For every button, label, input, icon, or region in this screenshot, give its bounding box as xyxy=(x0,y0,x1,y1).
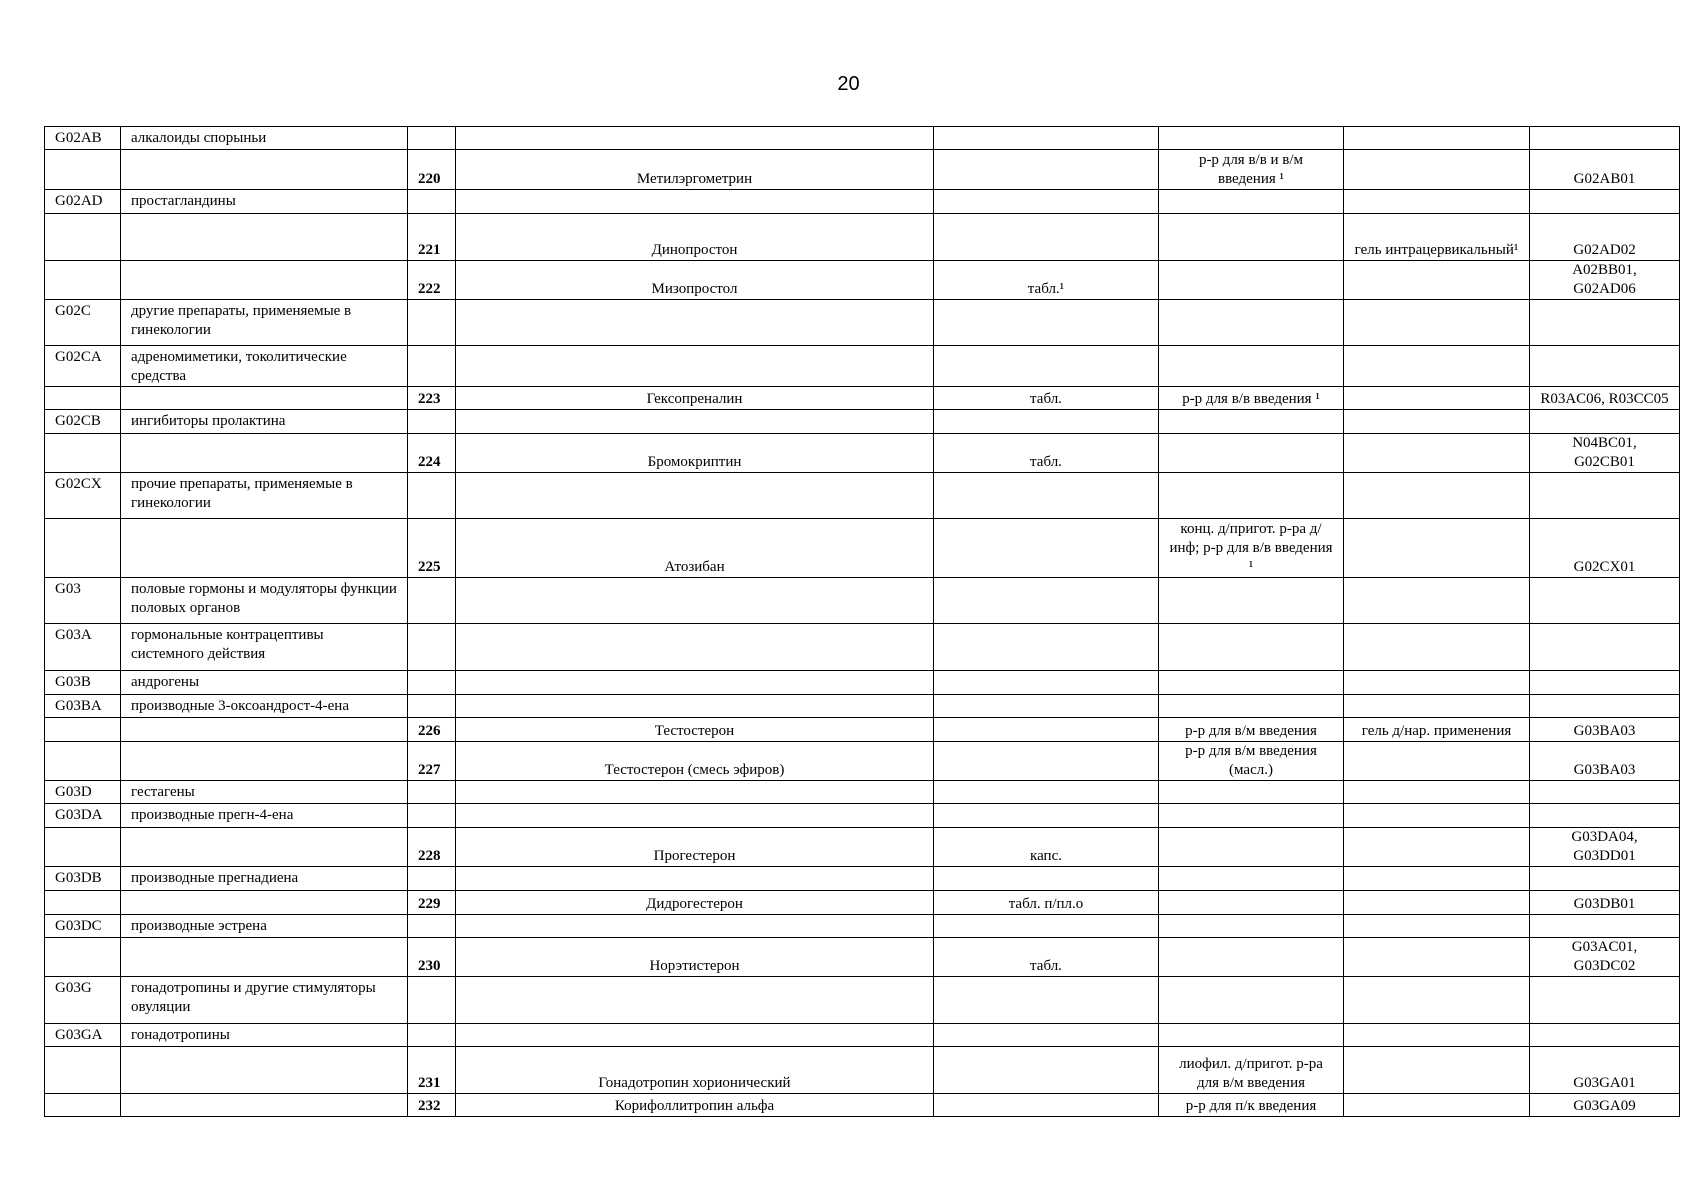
atc-code-cell xyxy=(1530,127,1680,150)
group-name-cell xyxy=(121,150,408,190)
other-form-cell xyxy=(1344,434,1530,473)
drug-name-cell: Норэтистерон xyxy=(456,938,934,977)
other-form-cell xyxy=(1344,938,1530,977)
oral-form-cell xyxy=(934,127,1159,150)
table-row xyxy=(45,915,1680,938)
drug-name-cell: Тестостерон xyxy=(456,718,934,742)
table-row xyxy=(45,519,1680,578)
table-row xyxy=(45,938,1680,977)
atc-group-code-cell: G02C xyxy=(45,300,121,346)
injection-form-cell: конц. д/пригот. р-ра д/инф; р-р для в/в введения ¹ xyxy=(1159,519,1344,578)
table-row xyxy=(45,150,1680,190)
oral-form-cell xyxy=(934,519,1159,578)
atc-code-cell xyxy=(1530,578,1680,624)
oral-form-cell xyxy=(934,1094,1159,1117)
group-name-cell xyxy=(121,938,408,977)
table-row xyxy=(45,624,1680,671)
oral-form-cell: табл. xyxy=(934,938,1159,977)
table-row xyxy=(45,434,1680,473)
drug-name-cell xyxy=(456,473,934,519)
oral-form-cell xyxy=(934,1024,1159,1047)
atc-code-cell xyxy=(1530,410,1680,434)
injection-form-cell xyxy=(1159,300,1344,346)
oral-form-cell xyxy=(934,410,1159,434)
other-form-cell xyxy=(1344,300,1530,346)
atc-group-code-cell: G03DB xyxy=(45,867,121,891)
injection-form-cell: р-р для в/м введения (масл.) xyxy=(1159,742,1344,781)
drug-name-cell: Динопростон xyxy=(456,214,934,261)
other-form-cell xyxy=(1344,671,1530,695)
atc-group-code-cell: G03GA xyxy=(45,1024,121,1047)
item-number-cell xyxy=(408,473,456,519)
injection-form-cell xyxy=(1159,781,1344,804)
drug-name-cell: Корифоллитропин альфа xyxy=(456,1094,934,1117)
atc-group-code-cell xyxy=(45,387,121,410)
other-form-cell: гель интрацервикальный¹ xyxy=(1344,214,1530,261)
item-number-cell: 225 xyxy=(408,519,456,578)
oral-form-cell xyxy=(934,718,1159,742)
drug-name-cell: Гонадотропин хорионический xyxy=(456,1047,934,1094)
drug-name-cell xyxy=(456,190,934,214)
drug-name-cell xyxy=(456,1024,934,1047)
atc-code-cell xyxy=(1530,624,1680,671)
item-number-cell: 229 xyxy=(408,891,456,915)
oral-form-cell xyxy=(934,473,1159,519)
injection-form-cell: р-р для в/в введения ¹ xyxy=(1159,387,1344,410)
table-row xyxy=(45,190,1680,214)
atc-group-code-cell xyxy=(45,938,121,977)
atc-group-code-cell xyxy=(45,718,121,742)
injection-form-cell xyxy=(1159,867,1344,891)
injection-form-cell xyxy=(1159,434,1344,473)
item-number-cell xyxy=(408,867,456,891)
injection-form-cell: р-р для п/к введения xyxy=(1159,1094,1344,1117)
atc-group-code-cell: G03G xyxy=(45,977,121,1024)
atc-code-cell: G02AD02 xyxy=(1530,214,1680,261)
other-form-cell xyxy=(1344,624,1530,671)
injection-form-cell xyxy=(1159,261,1344,300)
atc-code-cell: G02CX01 xyxy=(1530,519,1680,578)
item-number-cell xyxy=(408,190,456,214)
item-number-cell: 226 xyxy=(408,718,456,742)
other-form-cell xyxy=(1344,190,1530,214)
oral-form-cell xyxy=(934,695,1159,718)
atc-group-code-cell xyxy=(45,742,121,781)
atc-code-cell xyxy=(1530,781,1680,804)
oral-form-cell xyxy=(934,190,1159,214)
other-form-cell xyxy=(1344,387,1530,410)
atc-group-code-cell: G03 xyxy=(45,578,121,624)
other-form-cell xyxy=(1344,828,1530,867)
other-form-cell xyxy=(1344,891,1530,915)
injection-form-cell xyxy=(1159,127,1344,150)
item-number-cell xyxy=(408,578,456,624)
atc-group-code-cell xyxy=(45,1047,121,1094)
item-number-cell xyxy=(408,695,456,718)
table-row xyxy=(45,781,1680,804)
table-row xyxy=(45,671,1680,695)
oral-form-cell xyxy=(934,346,1159,387)
item-number-cell: 228 xyxy=(408,828,456,867)
drug-name-cell: Дидрогестерон xyxy=(456,891,934,915)
oral-form-cell: табл.¹ xyxy=(934,261,1159,300)
drug-name-cell: Метилэргометрин xyxy=(456,150,934,190)
group-name-cell: производные 3-оксоандрост-4-ена xyxy=(121,695,408,718)
group-name-cell: производные эстрена xyxy=(121,915,408,938)
table-row xyxy=(45,1047,1680,1094)
item-number-cell: 231 xyxy=(408,1047,456,1094)
atc-code-cell xyxy=(1530,1024,1680,1047)
drug-name-cell: Прогестерон xyxy=(456,828,934,867)
drug-name-cell xyxy=(456,671,934,695)
group-name-cell: половые гормоны и модуляторы функции половых органов xyxy=(121,578,408,624)
oral-form-cell xyxy=(934,214,1159,261)
injection-form-cell xyxy=(1159,214,1344,261)
atc-code-cell xyxy=(1530,804,1680,828)
table-row xyxy=(45,804,1680,828)
drug-name-cell xyxy=(456,695,934,718)
atc-code-cell: N04BC01, G02CB01 xyxy=(1530,434,1680,473)
drug-name-cell xyxy=(456,624,934,671)
drug-name-cell xyxy=(456,127,934,150)
injection-form-cell xyxy=(1159,671,1344,695)
item-number-cell xyxy=(408,915,456,938)
atc-group-code-cell: G02CX xyxy=(45,473,121,519)
atc-code-cell xyxy=(1530,190,1680,214)
drug-name-cell: Гексопреналин xyxy=(456,387,934,410)
injection-form-cell xyxy=(1159,624,1344,671)
group-name-cell: производные прегн-4-ена xyxy=(121,804,408,828)
group-name-cell: производные прегнадиена xyxy=(121,867,408,891)
drug-table xyxy=(44,126,1680,1117)
item-number-cell: 232 xyxy=(408,1094,456,1117)
item-number-cell xyxy=(408,1024,456,1047)
other-form-cell xyxy=(1344,915,1530,938)
item-number-cell: 220 xyxy=(408,150,456,190)
oral-form-cell xyxy=(934,578,1159,624)
atc-group-code-cell: G03BA xyxy=(45,695,121,718)
group-name-cell: прочие препараты, применяемые в гинекологии xyxy=(121,473,408,519)
atc-code-cell: G03GA09 xyxy=(1530,1094,1680,1117)
table-row xyxy=(45,695,1680,718)
atc-code-cell xyxy=(1530,867,1680,891)
other-form-cell xyxy=(1344,695,1530,718)
table-row xyxy=(45,867,1680,891)
other-form-cell: гель д/нар. применения xyxy=(1344,718,1530,742)
table-row xyxy=(45,718,1680,742)
group-name-cell: гонадотропины xyxy=(121,1024,408,1047)
atc-code-cell xyxy=(1530,977,1680,1024)
table-row xyxy=(45,410,1680,434)
table-row xyxy=(45,977,1680,1024)
injection-form-cell xyxy=(1159,915,1344,938)
group-name-cell xyxy=(121,1047,408,1094)
injection-form-cell: р-р для в/в и в/м введения ¹ xyxy=(1159,150,1344,190)
atc-code-cell: R03AC06, R03CC05 xyxy=(1530,387,1680,410)
atc-code-cell: G02AB01 xyxy=(1530,150,1680,190)
table-row xyxy=(45,891,1680,915)
drug-name-cell xyxy=(456,300,934,346)
other-form-cell xyxy=(1344,261,1530,300)
drug-name-cell: Бромокриптин xyxy=(456,434,934,473)
atc-code-cell xyxy=(1530,671,1680,695)
group-name-cell: гестагены xyxy=(121,781,408,804)
group-name-cell xyxy=(121,891,408,915)
drug-name-cell xyxy=(456,867,934,891)
atc-code-cell: A02BB01, G02AD06 xyxy=(1530,261,1680,300)
atc-code-cell: G03GA01 xyxy=(1530,1047,1680,1094)
other-form-cell xyxy=(1344,127,1530,150)
drug-name-cell xyxy=(456,915,934,938)
group-name-cell xyxy=(121,434,408,473)
group-name-cell: адреномиметики, токолитические средства xyxy=(121,346,408,387)
oral-form-cell xyxy=(934,742,1159,781)
other-form-cell xyxy=(1344,346,1530,387)
other-form-cell xyxy=(1344,1094,1530,1117)
item-number-cell: 224 xyxy=(408,434,456,473)
group-name-cell xyxy=(121,742,408,781)
atc-code-cell: G03DB01 xyxy=(1530,891,1680,915)
injection-form-cell xyxy=(1159,1024,1344,1047)
atc-group-code-cell xyxy=(45,214,121,261)
injection-form-cell xyxy=(1159,804,1344,828)
item-number-cell: 221 xyxy=(408,214,456,261)
injection-form-cell xyxy=(1159,190,1344,214)
drug-name-cell: Тестостерон (смесь эфиров) xyxy=(456,742,934,781)
atc-code-cell: G03BA03 xyxy=(1530,742,1680,781)
group-name-cell xyxy=(121,828,408,867)
item-number-cell xyxy=(408,346,456,387)
item-number-cell xyxy=(408,410,456,434)
table-row xyxy=(45,1094,1680,1117)
atc-group-code-cell xyxy=(45,828,121,867)
drug-name-cell xyxy=(456,977,934,1024)
other-form-cell xyxy=(1344,804,1530,828)
atc-group-code-cell xyxy=(45,519,121,578)
group-name-cell: андрогены xyxy=(121,671,408,695)
atc-group-code-cell xyxy=(45,891,121,915)
atc-code-cell: G03DA04, G03DD01 xyxy=(1530,828,1680,867)
atc-group-code-cell: G02CB xyxy=(45,410,121,434)
atc-group-code-cell: G02AB xyxy=(45,127,121,150)
atc-group-code-cell xyxy=(45,261,121,300)
item-number-cell: 222 xyxy=(408,261,456,300)
oral-form-cell xyxy=(934,977,1159,1024)
oral-form-cell xyxy=(934,150,1159,190)
page-number: 20 xyxy=(837,73,860,95)
atc-code-cell xyxy=(1530,695,1680,718)
group-name-cell xyxy=(121,718,408,742)
atc-group-code-cell xyxy=(45,150,121,190)
oral-form-cell xyxy=(934,624,1159,671)
oral-form-cell: табл. xyxy=(934,434,1159,473)
table-row xyxy=(45,346,1680,387)
atc-group-code-cell: G03D xyxy=(45,781,121,804)
item-number-cell: 227 xyxy=(408,742,456,781)
group-name-cell: простагландины xyxy=(121,190,408,214)
table-row xyxy=(45,742,1680,781)
atc-code-cell: G03BA03 xyxy=(1530,718,1680,742)
item-number-cell xyxy=(408,300,456,346)
item-number-cell xyxy=(408,977,456,1024)
drug-name-cell xyxy=(456,346,934,387)
injection-form-cell xyxy=(1159,695,1344,718)
injection-form-cell xyxy=(1159,473,1344,519)
drug-name-cell xyxy=(456,578,934,624)
drug-name-cell: Атозибан xyxy=(456,519,934,578)
oral-form-cell xyxy=(934,781,1159,804)
other-form-cell xyxy=(1344,781,1530,804)
group-name-cell: ингибиторы пролактина xyxy=(121,410,408,434)
other-form-cell xyxy=(1344,742,1530,781)
injection-form-cell xyxy=(1159,977,1344,1024)
atc-code-cell xyxy=(1530,300,1680,346)
atc-group-code-cell: G02AD xyxy=(45,190,121,214)
table-row xyxy=(45,127,1680,150)
oral-form-cell xyxy=(934,915,1159,938)
table-row xyxy=(45,828,1680,867)
item-number-cell xyxy=(408,804,456,828)
group-name-cell: гонадотропины и другие стимуляторы овуляции xyxy=(121,977,408,1024)
atc-code-cell xyxy=(1530,915,1680,938)
item-number-cell xyxy=(408,624,456,671)
atc-code-cell xyxy=(1530,473,1680,519)
drug-name-cell xyxy=(456,804,934,828)
atc-group-code-cell xyxy=(45,1094,121,1117)
oral-form-cell xyxy=(934,804,1159,828)
oral-form-cell: капс. xyxy=(934,828,1159,867)
group-name-cell xyxy=(121,214,408,261)
oral-form-cell: табл. п/пл.о xyxy=(934,891,1159,915)
group-name-cell xyxy=(121,261,408,300)
oral-form-cell xyxy=(934,867,1159,891)
group-name-cell xyxy=(121,387,408,410)
injection-form-cell: р-р для в/м введения xyxy=(1159,718,1344,742)
oral-form-cell xyxy=(934,1047,1159,1094)
table-row xyxy=(45,578,1680,624)
injection-form-cell xyxy=(1159,938,1344,977)
table-row xyxy=(45,261,1680,300)
other-form-cell xyxy=(1344,867,1530,891)
injection-form-cell xyxy=(1159,828,1344,867)
injection-form-cell xyxy=(1159,891,1344,915)
injection-form-cell xyxy=(1159,346,1344,387)
other-form-cell xyxy=(1344,1047,1530,1094)
table-body xyxy=(45,127,1680,1117)
atc-group-code-cell: G03A xyxy=(45,624,121,671)
atc-group-code-cell: G03B xyxy=(45,671,121,695)
other-form-cell xyxy=(1344,410,1530,434)
atc-code-cell xyxy=(1530,346,1680,387)
table-row xyxy=(45,473,1680,519)
atc-group-code-cell: G03DA xyxy=(45,804,121,828)
oral-form-cell xyxy=(934,300,1159,346)
item-number-cell: 230 xyxy=(408,938,456,977)
atc-group-code-cell: G03DC xyxy=(45,915,121,938)
other-form-cell xyxy=(1344,473,1530,519)
item-number-cell xyxy=(408,671,456,695)
injection-form-cell xyxy=(1159,578,1344,624)
item-number-cell xyxy=(408,781,456,804)
atc-code-cell: G03AC01, G03DC02 xyxy=(1530,938,1680,977)
drug-name-cell xyxy=(456,410,934,434)
atc-group-code-cell: G02CA xyxy=(45,346,121,387)
injection-form-cell xyxy=(1159,410,1344,434)
other-form-cell xyxy=(1344,578,1530,624)
group-name-cell xyxy=(121,519,408,578)
atc-group-code-cell xyxy=(45,434,121,473)
group-name-cell: гормональные контрацептивы системного действия xyxy=(121,624,408,671)
group-name-cell: алкалоиды спорыньи xyxy=(121,127,408,150)
other-form-cell xyxy=(1344,1024,1530,1047)
oral-form-cell: табл. xyxy=(934,387,1159,410)
injection-form-cell: лиофил. д/пригот. р-ра для в/м введения xyxy=(1159,1047,1344,1094)
table-row xyxy=(45,214,1680,261)
drug-name-cell xyxy=(456,781,934,804)
group-name-cell xyxy=(121,1094,408,1117)
other-form-cell xyxy=(1344,150,1530,190)
table-row xyxy=(45,300,1680,346)
item-number-cell: 223 xyxy=(408,387,456,410)
drug-name-cell: Мизопростол xyxy=(456,261,934,300)
item-number-cell xyxy=(408,127,456,150)
oral-form-cell xyxy=(934,671,1159,695)
other-form-cell xyxy=(1344,977,1530,1024)
other-form-cell xyxy=(1344,519,1530,578)
table-row xyxy=(45,1024,1680,1047)
group-name-cell: другие препараты, применяемые в гинекологии xyxy=(121,300,408,346)
table-row xyxy=(45,387,1680,410)
